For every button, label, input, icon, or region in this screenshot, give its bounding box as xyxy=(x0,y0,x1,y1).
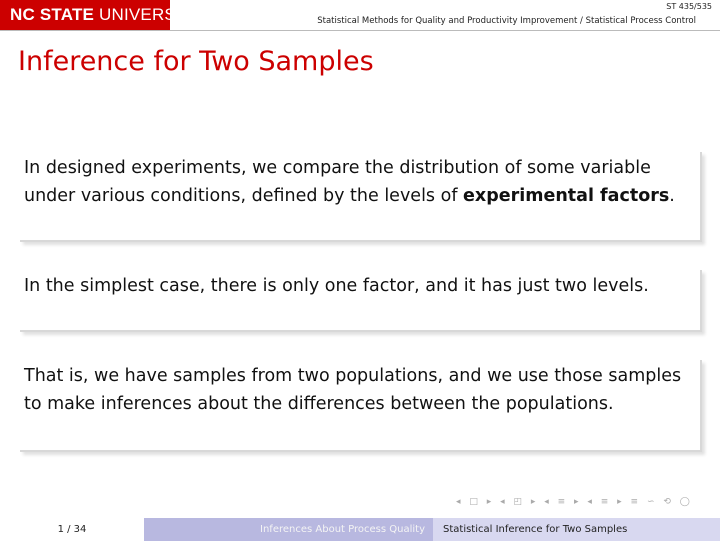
content-block-1 xyxy=(20,152,702,242)
header-divider xyxy=(0,30,720,31)
logo-rest-text: UNIVERSITY xyxy=(94,5,204,24)
footer-subsection[interactable]: Statistical Inference for Two Samples xyxy=(433,518,720,541)
presentation-subtitle: Statistical Methods for Quality and Productivity Improvement / Statistical Process Control xyxy=(317,16,696,26)
block2-text: In the simplest case, there is only one factor, and it has just two levels. xyxy=(24,276,649,296)
logo-bold-text: NC STATE xyxy=(10,5,95,24)
course-code: ST 435/535 xyxy=(666,2,712,11)
university-logo[interactable] xyxy=(0,0,204,30)
footer-section[interactable]: Inferences About Process Quality xyxy=(144,518,433,541)
beamer-navigation-icons[interactable]: ◂ □ ▸ ◂ ◰ ▸ ◂ ≡ ▸ ◂ ≡ ▸ ≡ ∽ ⟲ ◯ xyxy=(456,497,693,507)
block3-text: That is, we have samples from two populations, and we use those samples to make inferences about the differences between the populations. xyxy=(24,366,682,414)
block1-bold-term: experimental factors xyxy=(463,186,670,206)
header-bar xyxy=(0,0,720,32)
footer-bar xyxy=(0,518,720,541)
block1-text: In designed experiments, we compare the distribution of some variable under various conditions, defined by the levels of xyxy=(24,158,651,206)
block1-end: . xyxy=(669,186,675,206)
content-block-2 xyxy=(20,270,702,332)
slide-title: Inference for Two Samples xyxy=(18,46,374,77)
content-block-3 xyxy=(20,360,702,452)
page-number: 1 / 34 xyxy=(0,518,144,541)
